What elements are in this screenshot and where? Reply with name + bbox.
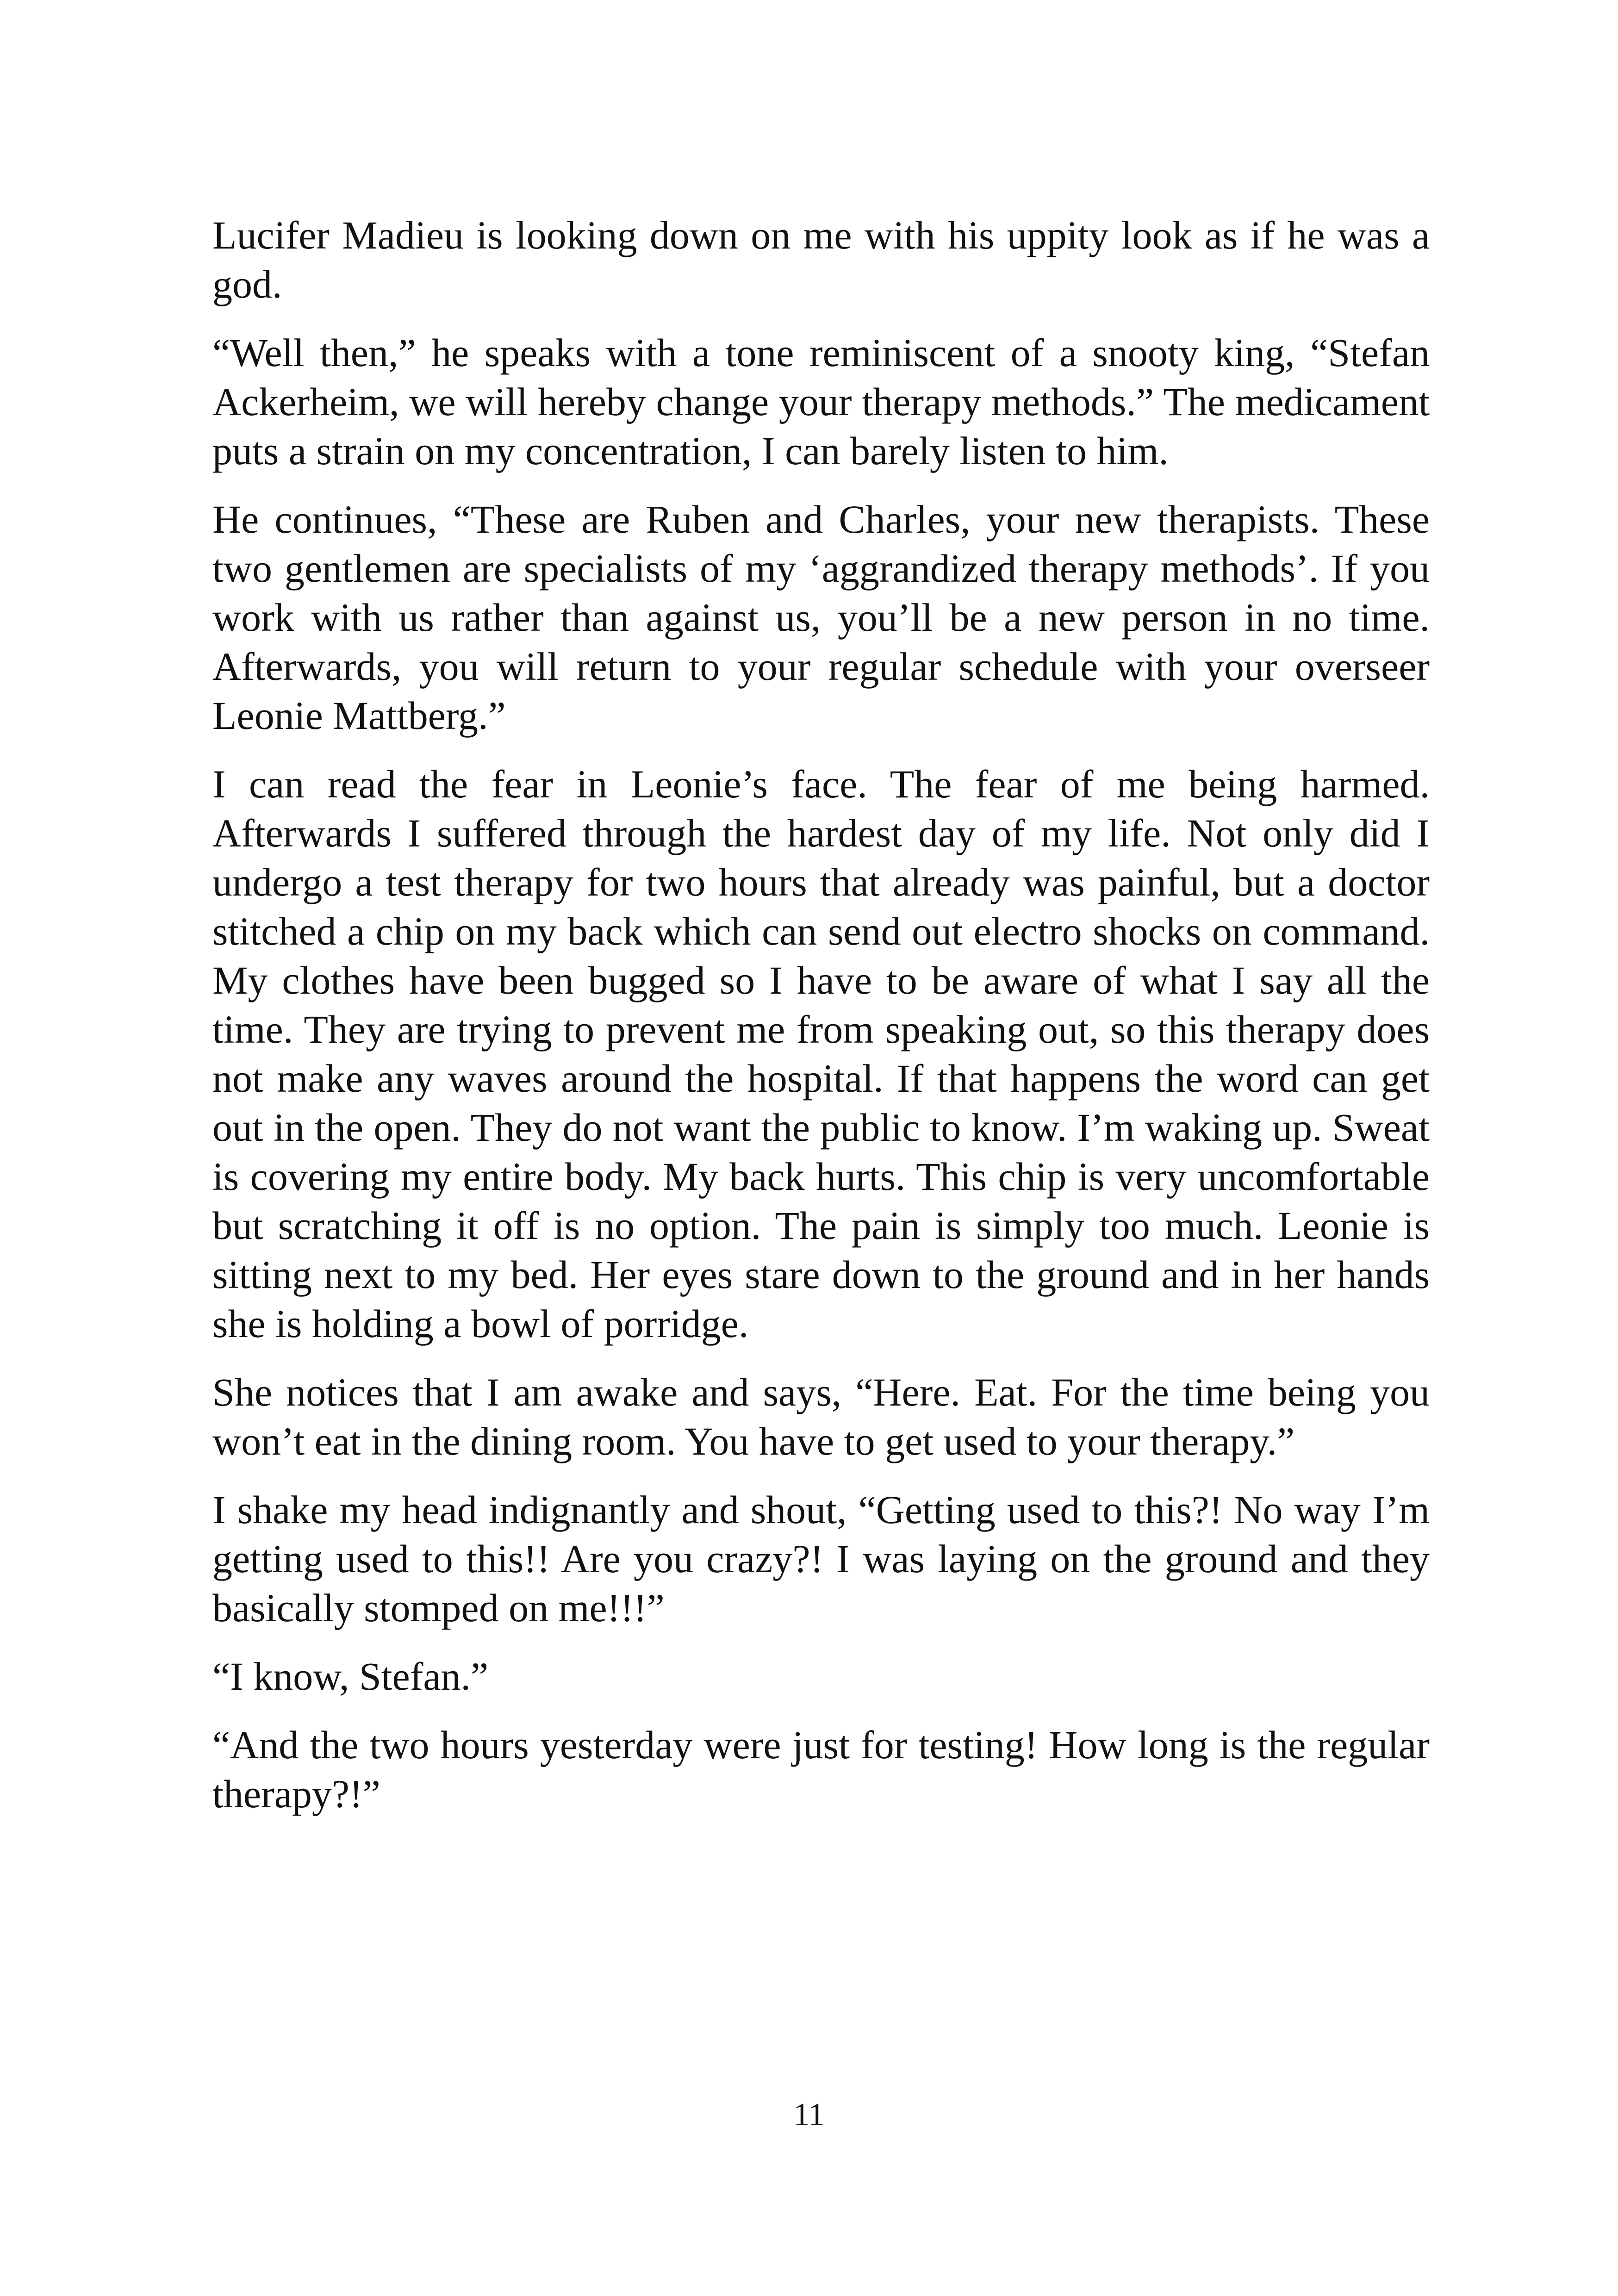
- paragraph: “Well then,” he speaks with a tone reminiscent of a snooty king, “Stefan Ackerheim, we will hereby change your therapy methods.” The medicament puts a strain on my concentration, I can barely listen to him.: [212, 330, 1430, 473]
- paragraph: He continues, “These are Ruben and Charles, your new therapists. These two gentlemen are specialists of my ‘aggrandized therapy methods’. If you work with us rather than against us, you’ll be a new person in no time. Afterwards, you will return to your regular schedule with your overseer Leonie Mattberg.”: [212, 497, 1430, 738]
- paragraph: Lucifer Madieu is looking down on me with his uppity look as if he was a god.: [212, 213, 1430, 306]
- paragraph: I shake my head indignantly and shout, “Getting used to this?! No way I’m getting used to this!! Are you crazy?! I was laying on the ground and they basically stomped on me!!!”: [212, 1487, 1430, 1630]
- paragraph: “I know, Stefan.”: [212, 1654, 489, 1699]
- page-number: 11: [793, 2097, 825, 2133]
- body-text: [212, 211, 1430, 1838]
- paragraph: She notices that I am awake and says, “Here. Eat. For the time being you won’t eat in the dining room. You have to get used to your therapy.”: [212, 1370, 1430, 1463]
- paragraph: “And the two hours yesterday were just for testing! How long is the regular therapy?!”: [212, 1723, 1430, 1816]
- paragraph: I can read the fear in Leonie’s face. The fear of me being harmed. Afterwards I suffered through the hardest day of my life. Not only did I undergo a test therapy for two hours that already was painful, but a doctor stitched a chip on my back which can send out electro shocks on command. My clothes have been bugged so I have to be aware of what I say all the time. They are trying to prevent me from speaking out, so this therapy does not make any waves around the hospital. If that happens the word can get out in the open. They do not want the public to know. I’m waking up. Sweat is covering my entire body. My back hurts. This chip is very uncomfortable but scratching it off is no option. The pain is simply too much. Leonie is sitting next to my bed. Her eyes stare down to the ground and in her hands she is holding a bowl of porridge.: [212, 762, 1430, 1346]
